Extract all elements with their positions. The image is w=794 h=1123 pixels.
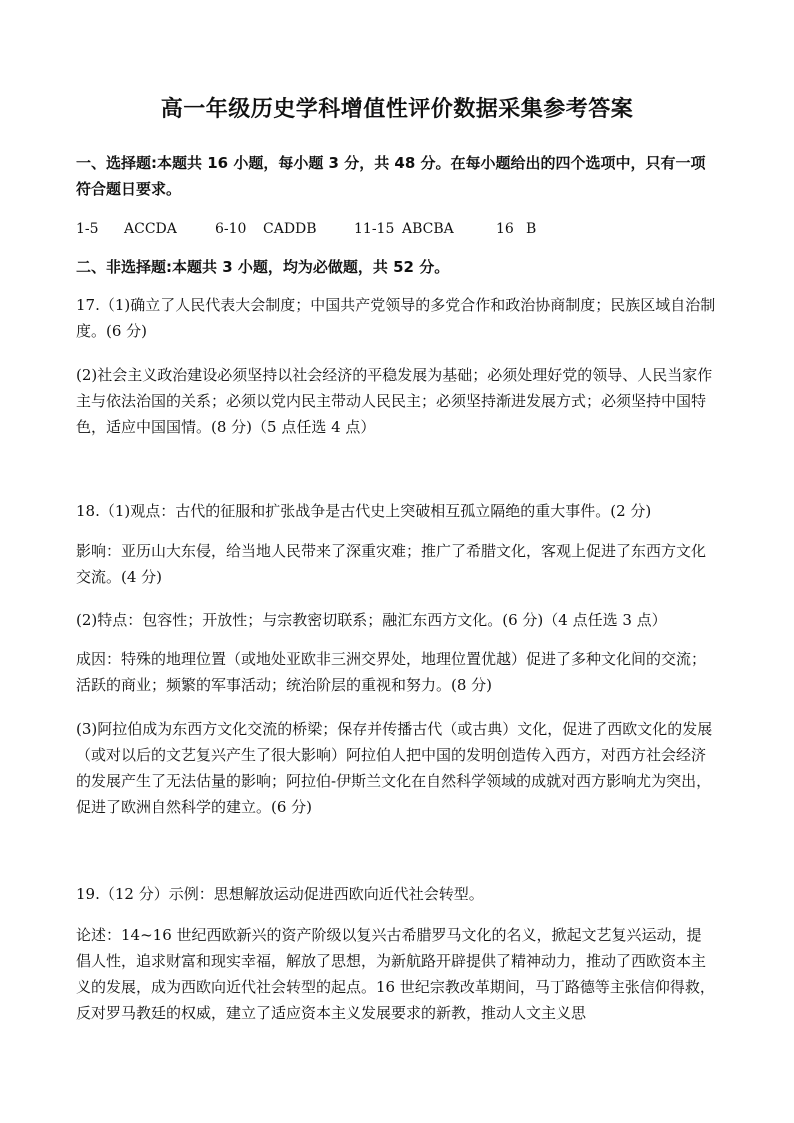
answer-range: 11-15 [354,221,395,237]
answer-range: 1-5 [76,221,99,237]
answer-letters: ABCBA [402,221,454,237]
q18-part1: 18.（1)观点：古代的征服和扩张战争是古代史上突破相互孤立隔绝的重大事件。(2 分) [76,502,652,520]
answer-letters: B [526,221,537,237]
section2-heading: 二、非选择题:本题共 3 小题，均为必做题，共 52 分。 [76,258,450,276]
page-title: 高一年级历史学科增值性评价数据采集参考答案 [160,97,634,122]
answer-letters: CADDB [263,221,317,237]
answer-range: 6-10 [215,221,247,237]
q17-part1: 17.（1)确立了人民代表大会制度；中国共产党领导的多党合作和政治协商制度；民族区域自治制度。(6 分) [76,296,716,340]
q18-part2: (2)特点：包容性；开放性；与宗教密切联系；融汇东西方文化。(6 分)（4 点任选 3 点） [76,611,667,629]
q19-topic: 19.（12 分）示例：思想解放运动促进西欧向近代社会转型。 [76,885,484,903]
q19-argument: 论述：14~16 世纪西欧新兴的资产阶级以复兴古希腊罗马文化的名义，掀起文艺复兴运动，提倡人性，追求财富和现实幸福，解放了思想，为新航路开辟提供了精神动力，推动了西欧资本主义的发展，成为西欧向近代社会转型的起点。16 世纪宗教改革期间，马丁路德等主张信仰得救，反对罗马教廷的权威，建立了适应资本主义发展要求的新教，推动人文主义思 [76,926,715,1022]
q17-part2: (2)社会主义政治建设必须坚持以社会经济的平稳发展为基础；必须处理好党的领导、人民当家作主与依法治国的关系；必须以党内民主带动人民民主；必须坚持渐进发展方式；必须坚持中国特色，适应中国国情。(8 分)（5 点任选 4 点） [76,366,713,436]
q18-part3: (3)阿拉伯成为东西方文化交流的桥梁；保存并传播古代（或古典）文化，促进了西欧文化的发展（或对以后的文艺复兴产生了很大影响）阿拉伯人把中国的发明创造传入西方，对西方社会经济的发展产生了无法估量的影响；阿拉伯-伊斯兰文化在自然科学领域的成就对西方影响尤为突出，促进了欧洲自然科学的建立。(6 分) [76,720,713,816]
q18-part1-impact: 影响：亚历山大东侵，给当地人民带来了深重灾难；推广了希腊文化，客观上促进了东西方文化交流。(4 分) [76,542,707,586]
answer-range: 16 [496,221,514,237]
q18-part2-causes: 成因：特殊的地理位置（或地处亚欧非三洲交界处，地理位置优越）促进了多种文化间的交流；活跃的商业；频繁的军事活动；统治阶层的重视和努力。(8 分) [76,650,707,694]
answer-letters: ACCDA [124,221,177,237]
section1-heading: 一、选择题:本题共 16 小题，每小题 3 分，共 48 分。在每小题给出的四个选项中，只有一项符合题日要求。 [76,154,706,198]
